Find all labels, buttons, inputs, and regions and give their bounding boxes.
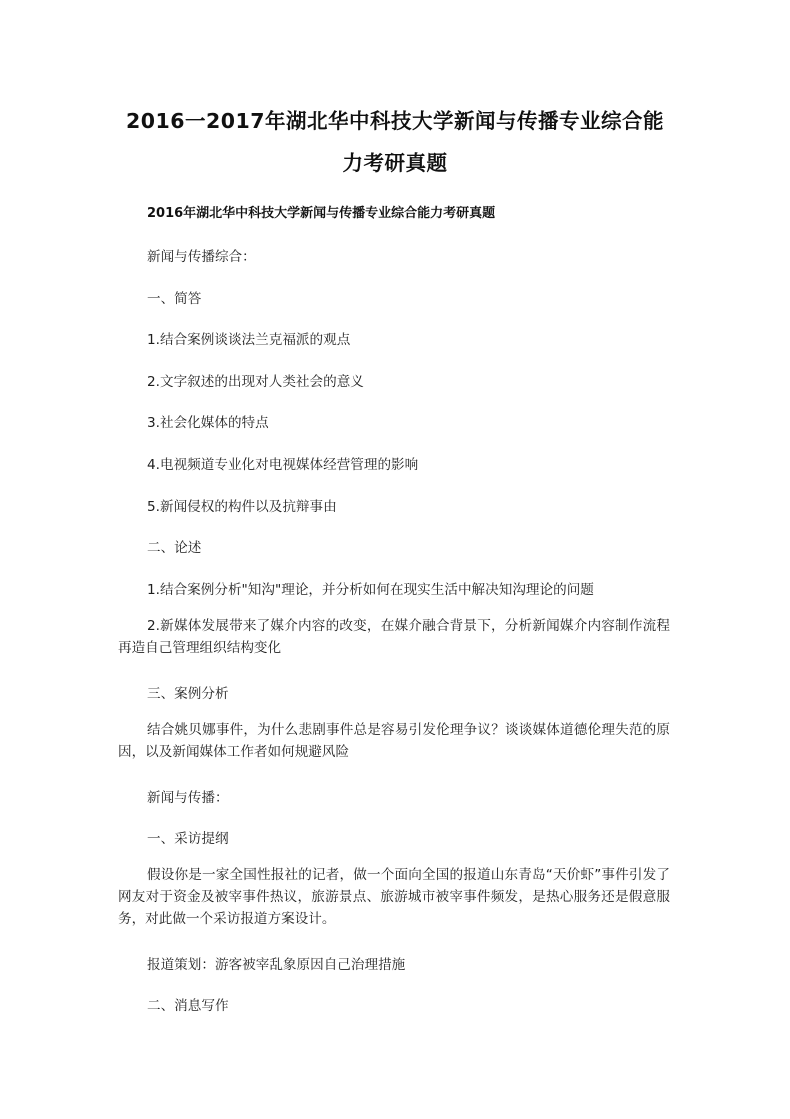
part-heading-interview-outline: 一、采访提纲	[147, 831, 229, 847]
part-heading-essay: 二、论述	[147, 540, 202, 556]
part-heading-case-analysis: 三、案例分析	[147, 686, 229, 702]
list-item: 4.电视频道专业化对电视媒体经营管理的影响	[147, 457, 419, 473]
document-title-line-1: 2016一2017年湖北华中科技大学新闻与传播专业综合能	[125, 109, 665, 133]
section-heading-comprehensive: 新闻与传播综合：	[147, 249, 256, 265]
case-analysis-text: 结合姚贝娜事件，为什么悲剧事件总是容易引发伦理争议？谈谈媒体道德伦理失范的原因，以及新闻媒体工作者如何规避风险	[118, 722, 670, 760]
list-item: 1.结合案例谈谈法兰克福派的观点	[147, 332, 351, 348]
list-item: 2.新媒体发展带来了媒介内容的改变，在媒介融合背景下，分析新闻媒介内容制作流程再造自己管理组织结构变化	[118, 618, 670, 656]
list-item: 3.社会化媒体的特点	[147, 415, 269, 431]
section-heading-news-communication: 新闻与传播：	[147, 790, 229, 806]
report-planning-note: 报道策划：游客被宰乱象原因自己治理措施	[147, 957, 406, 973]
list-item: 2.文字叙述的出现对人类社会的意义	[147, 374, 364, 390]
part-heading-short-answer: 一、简答	[147, 291, 202, 307]
interview-outline-text: 假设你是一家全国性报社的记者，做一个面向全国的报道山东青岛“天价虾”事件引发了网友对于资金及被宰事件热议，旅游景点、旅游城市被宰事件频发，是热心服务还是假意服务，对此做一个采访报道方案设计。	[118, 867, 670, 927]
list-item: 1.结合案例分析"知沟"理论，并分析如何在现实生活中解决知沟理论的问题	[147, 582, 594, 598]
exam-subtitle: 2016年湖北华中科技大学新闻与传播专业综合能力考研真题	[147, 206, 496, 221]
list-item: 5.新闻侵权的构件以及抗辩事由	[147, 499, 337, 515]
document-title-line-2: 力考研真题	[342, 151, 448, 175]
part-heading-news-writing: 二、消息写作	[147, 998, 229, 1014]
